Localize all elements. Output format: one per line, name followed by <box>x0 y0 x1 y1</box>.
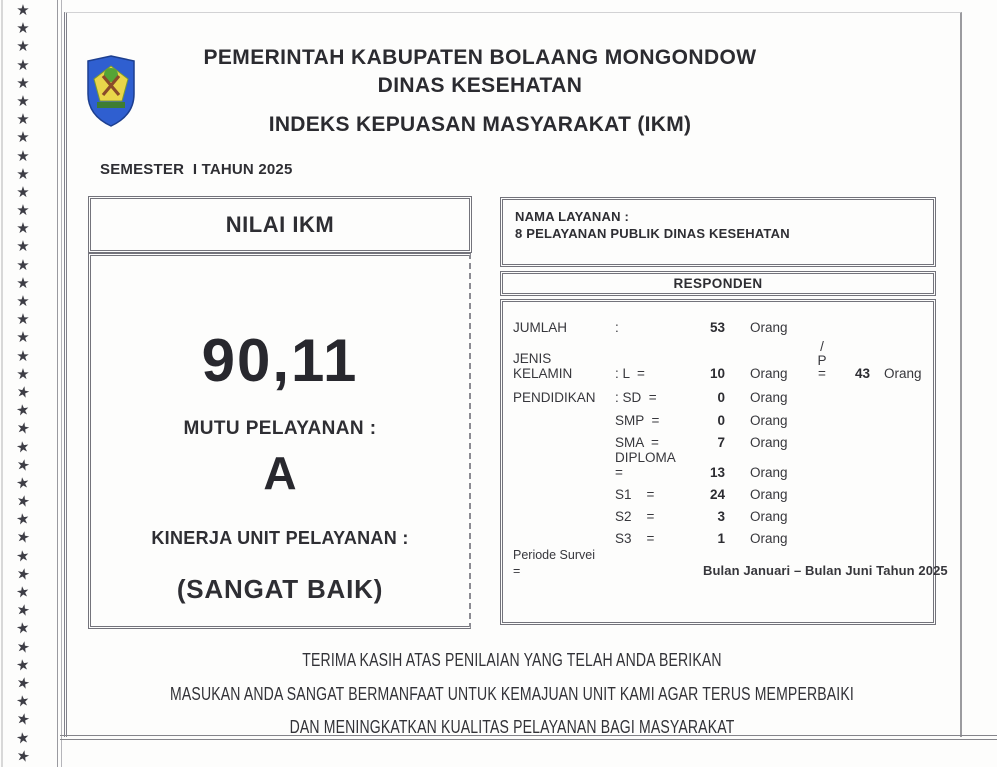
laki-value: 10 <box>709 365 725 381</box>
responden-table <box>500 299 948 625</box>
periode-survei-value: Bulan Januari – Bulan Juni Tahun 2025 <box>703 563 948 578</box>
star-column <box>8 2 38 766</box>
star-icon: ★ <box>15 728 31 748</box>
row-pendidikan-s2: S2 = 3 Orang <box>615 509 788 524</box>
star-icon: ★ <box>15 546 31 566</box>
nilai-ikm-title-box <box>88 196 472 253</box>
responden-title: RESPONDEN <box>673 276 763 291</box>
star-icon: ★ <box>14 600 32 621</box>
document-header <box>100 44 860 137</box>
row-pendidikan-diploma-word: DIPLOMA <box>615 450 676 465</box>
row-periode-value <box>513 563 948 578</box>
footer-line-2: MASUKAN ANDA SANGAT BERMANFAAT UNTUK KEMAJUAN UNIT KAMI AGAR TERUS MEMPERBAIKI <box>170 683 854 704</box>
star-icon: ★ <box>15 437 31 457</box>
kinerja-unit-label: KINERJA UNIT PELAYANAN : <box>151 528 409 548</box>
row-periode-label <box>513 548 595 562</box>
star-icon: ★ <box>16 165 30 183</box>
jumlah-label: JUMLAH <box>513 320 568 335</box>
star-icon: ★ <box>16 274 30 292</box>
star-icon: ★ <box>16 111 30 129</box>
star-icon: ★ <box>16 129 30 147</box>
star-icon: ★ <box>15 692 31 711</box>
department-title: DINAS KESEHATAN <box>377 74 583 97</box>
star-icon: ★ <box>14 382 32 403</box>
row-pendidikan-smp: SMP = 0 Orang <box>615 413 788 428</box>
ikm-score: 90,11 <box>201 327 359 394</box>
laki-unit: Orang <box>750 365 788 381</box>
star-icon: ★ <box>14 710 32 730</box>
star-icon: ★ <box>14 673 32 694</box>
star-icon: ★ <box>15 619 31 639</box>
star-icon: ★ <box>14 528 32 548</box>
jumlah-separator: : <box>615 320 619 335</box>
footer-line-3: DAN MENINGKATKAN KUALITAS PELAYANAN BAGI MASYARAKAT <box>289 717 735 737</box>
nilai-ikm-title: NILAI IKM <box>225 211 335 237</box>
pendidikan-label: PENDIDIKAN <box>513 390 596 405</box>
star-icon: ★ <box>16 220 30 238</box>
row-jumlah <box>513 320 806 335</box>
star-icon: ★ <box>15 583 31 602</box>
semester-label: SEMESTER I TAHUN 2025 <box>100 161 293 178</box>
star-icon: ★ <box>14 491 32 512</box>
responden-header <box>500 271 936 296</box>
star-icon: ★ <box>16 256 30 274</box>
row-pendidikan-diploma: = 13 Orang <box>615 465 788 480</box>
kinerja-unit-value: (SANGAT BAIK) <box>176 574 384 604</box>
document-title: INDEKS KEPUASAN MASYARAKAT (IKM) <box>268 113 692 136</box>
row-jenis-kelamin <box>513 340 922 381</box>
star-icon: ★ <box>16 347 30 365</box>
row-pendidikan-sd: PENDIDIKAN : SD = 0 Orang <box>513 390 788 405</box>
jumlah-unit: Orang <box>750 320 788 335</box>
periode-survei-label: Periode Survei <box>513 548 595 562</box>
star-icon: ★ <box>15 655 31 675</box>
perempuan-sub-label: / P = <box>817 339 827 381</box>
star-icon: ★ <box>16 238 30 256</box>
government-title: PEMERINTAH KABUPATEN BOLAANG MONGONDOW <box>203 46 757 69</box>
star-icon: ★ <box>16 293 30 310</box>
laki-sub-label: : L = <box>615 365 645 381</box>
perempuan-value: 43 <box>854 365 870 381</box>
star-icon: ★ <box>14 564 32 585</box>
footer-note <box>66 644 958 745</box>
star-icon: ★ <box>14 746 32 766</box>
nama-layanan-value: 8 PELAYANAN PUBLIK DINAS KESEHATAN <box>515 226 790 241</box>
star-icon: ★ <box>16 365 30 383</box>
jumlah-value: 53 <box>709 320 725 335</box>
star-icon: ★ <box>16 38 30 56</box>
jenis-kelamin-label: JENIS KELAMIN <box>513 350 573 381</box>
star-icon: ★ <box>16 311 30 329</box>
star-icon: ★ <box>16 329 30 347</box>
page-margin-line <box>57 0 62 767</box>
star-icon: ★ <box>16 20 30 38</box>
star-icon: ★ <box>14 637 32 657</box>
periode-survei-eq: = <box>513 564 521 578</box>
star-icon: ★ <box>16 92 30 110</box>
footer-line-1: TERIMA KASIH ATAS PENILAIAN YANG TELAH ANDA BERIKAN <box>302 650 722 670</box>
star-icon: ★ <box>15 474 31 493</box>
star-icon: ★ <box>16 202 30 220</box>
row-pendidikan-s1: S1 = 24 Orang <box>615 487 788 502</box>
page-left-edge-line <box>1 0 3 767</box>
row-pendidikan-sma: SMA = 7 Orang <box>615 435 788 450</box>
star-icon: ★ <box>16 2 30 19</box>
star-icon: ★ <box>14 455 32 475</box>
row-pendidikan-s3: S3 = 1 Orang <box>615 531 788 546</box>
perempuan-unit: Orang <box>884 365 922 381</box>
star-icon: ★ <box>16 183 30 201</box>
star-icon: ★ <box>15 401 31 420</box>
star-icon: ★ <box>14 419 32 439</box>
star-icon: ★ <box>16 56 30 74</box>
nilai-ikm-box <box>88 253 471 629</box>
mutu-pelayanan-grade: A <box>263 447 297 499</box>
mutu-pelayanan-label: MUTU PELAYANAN : <box>183 418 377 439</box>
star-icon: ★ <box>15 510 31 530</box>
star-icon: ★ <box>16 147 30 165</box>
nama-layanan-box <box>500 197 936 267</box>
star-icon: ★ <box>16 74 30 92</box>
nama-layanan-label: NAMA LAYANAN : <box>515 209 630 224</box>
